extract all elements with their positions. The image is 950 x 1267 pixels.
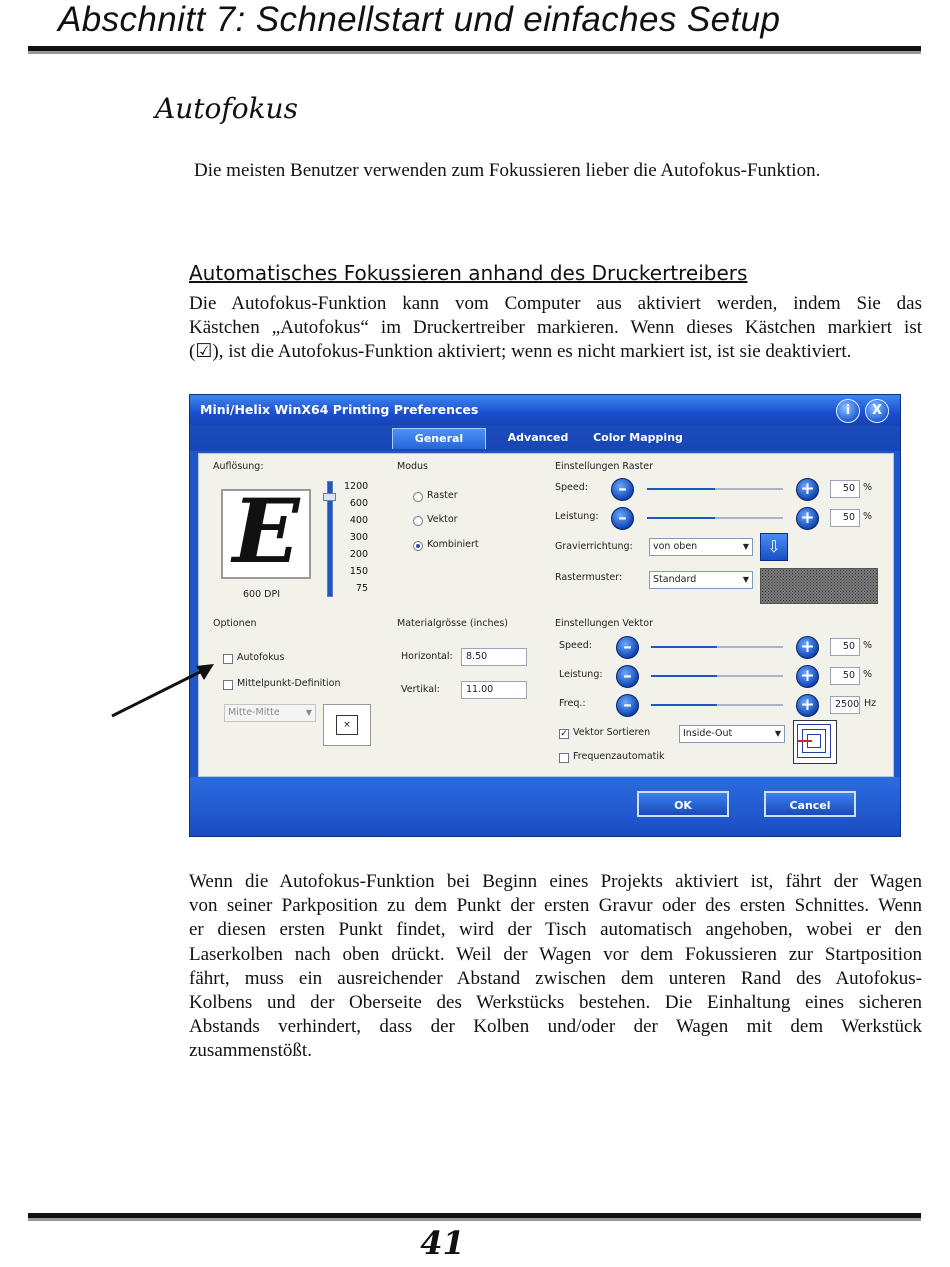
raster-power-label: Leistung: [555, 511, 599, 522]
inside-out-icon [793, 720, 837, 764]
freq-label: Freq.: [559, 698, 586, 709]
paragraph-2 [189, 870, 922, 1064]
preview-letter: E [232, 479, 300, 583]
autofocus-checkbox[interactable] [223, 654, 233, 664]
center-definition-label: Mittelpunkt-Definition [237, 678, 341, 689]
radio-raster-label: Raster [427, 490, 458, 501]
freq-input[interactable]: 2500 [830, 696, 860, 714]
direction-select[interactable] [649, 538, 753, 556]
cancel-button[interactable]: Cancel [764, 791, 856, 817]
subsection-title: Automatisches Fokussieren anhand des Druckertreibers [189, 261, 748, 285]
paragraph-1 [189, 292, 922, 365]
tab-color-mapping[interactable]: Color Mapping [593, 431, 683, 444]
printing-preferences-dialog [189, 394, 901, 837]
dpi-value: 1200 [344, 481, 369, 492]
vektor-speed-slider[interactable] [651, 646, 783, 648]
paragraph-line: von seiner Parkposition zu dem Punkt der ersten Gravur oder des ersten Schnittes. Wenn [189, 895, 922, 917]
footer-rule-shadow [28, 1218, 921, 1221]
pattern-label: Rastermuster: [555, 572, 623, 583]
radio-kombiniert-label: Kombiniert [427, 539, 479, 550]
chevron-down-icon: ▼ [742, 575, 749, 584]
center-select-value: Mitte-Mitte [228, 707, 280, 718]
material-label: Materialgrösse (inches) [397, 618, 509, 629]
horizontal-label: Horizontal: [401, 651, 453, 662]
help-icon[interactable]: i [836, 399, 860, 423]
raster-speed-plus-button[interactable]: + [796, 478, 819, 501]
paragraph-line: fährt, muss ein ausreichender Abstand zwischen dem unteren Rand des Autofokus- [189, 967, 922, 989]
radio-vektor-label: Vektor [427, 514, 458, 525]
aufloesung-label: Auflösung: [213, 461, 264, 472]
tab-bar [190, 425, 900, 451]
raster-speed-unit: % [863, 482, 873, 493]
paragraph-line: er diesen ersten Punkt findet, wird der Tisch automatisch angehoben, wobei er den [189, 919, 922, 941]
vektor-speed-input[interactable]: 50 [830, 638, 860, 656]
raster-speed-input[interactable]: 50 [830, 480, 860, 498]
raster-power-slider[interactable] [647, 517, 783, 519]
vektor-power-minus-button[interactable]: – [616, 665, 639, 688]
vektor-power-unit: % [863, 669, 873, 680]
dpi-value: 400 [349, 515, 368, 526]
optionen-label: Optionen [213, 618, 257, 629]
close-icon[interactable]: X [865, 399, 889, 423]
intro-text: Die meisten Benutzer verwenden zum Fokussieren lieber die Autofokus-Funktion. [194, 160, 821, 181]
freq-plus-button[interactable]: + [796, 694, 819, 717]
paragraph-line: Die Autofokus-Funktion kann vom Computer aus aktiviert werden, indem Sie das [189, 293, 922, 314]
paragraph-line: Abstands verhindert, dass der Kolben und/oder der Wagen mit dem Werkstück [189, 1016, 922, 1038]
freq-minus-button[interactable]: – [616, 694, 639, 717]
direction-arrow-icon[interactable]: ⇩ [760, 533, 788, 561]
raster-speed-minus-button[interactable]: – [611, 478, 634, 501]
vektor-sort-select[interactable] [679, 725, 785, 743]
header-rule-shadow [28, 51, 921, 54]
radio-raster[interactable] [413, 492, 423, 502]
dpi-value: 200 [349, 549, 368, 560]
dpi-value: 600 [349, 498, 368, 509]
dpi-value: 75 [355, 583, 368, 594]
center-marker-icon: × [336, 715, 358, 735]
vektor-power-plus-button[interactable]: + [796, 665, 819, 688]
raster-power-unit: % [863, 511, 873, 522]
chapter-header: Abschnitt 7: Schnellstart und einfaches Setup [58, 0, 781, 39]
paragraph-line: Laserkolben nach oben drückt. Weil der Wagen vor dem Fokussieren zur Startposition [189, 943, 922, 965]
paragraph-line: Wenn die Autofokus-Funktion bei Beginn eines Projekts aktiviert ist, fährt der Wagen [189, 871, 922, 892]
auto-freq-checkbox[interactable] [559, 753, 569, 763]
chevron-down-icon: ▼ [742, 542, 749, 551]
pattern-preview [760, 568, 878, 604]
paragraph-line: zusammenstößt. [189, 1040, 312, 1062]
general-panel [198, 453, 894, 777]
tab-advanced[interactable]: Advanced [507, 431, 569, 444]
autofocus-label: Autofokus [237, 652, 285, 663]
raster-power-minus-button[interactable]: – [611, 507, 634, 530]
resolution-slider-thumb[interactable] [323, 493, 336, 501]
paragraph-line: Kästchen „Autofokus“ im Druckertreiber markieren. Wenn dieses Kästchen markiert ist [189, 317, 922, 339]
direction-label: Gravierrichtung: [555, 541, 633, 552]
vektor-speed-label: Speed: [559, 640, 592, 651]
chevron-down-icon: ▼ [774, 729, 781, 738]
tab-general[interactable]: General [392, 428, 486, 449]
center-definition-checkbox[interactable] [223, 680, 233, 690]
raster-power-input[interactable]: 50 [830, 509, 860, 527]
vektor-label: Einstellungen Vektor [555, 618, 653, 629]
modus-label: Modus [397, 461, 429, 472]
pattern-value: Standard [653, 574, 697, 585]
dialog-title: Mini/Helix WinX64 Printing Preferences [200, 402, 479, 417]
vektor-speed-minus-button[interactable]: – [616, 636, 639, 659]
vertical-label: Vertikal: [401, 684, 440, 695]
dpi-value: 300 [349, 532, 368, 543]
vektor-speed-plus-button[interactable]: + [796, 636, 819, 659]
resolution-preview [221, 479, 311, 583]
pointer-arrow [108, 660, 218, 722]
raster-speed-slider[interactable] [647, 488, 783, 490]
raster-label: Einstellungen Raster [555, 461, 654, 472]
section-title: Autofokus [155, 92, 298, 125]
dialog-button-bar [190, 777, 900, 836]
raster-speed-label: Speed: [555, 482, 588, 493]
radio-kombiniert[interactable] [413, 541, 423, 551]
paragraph-line: Kolbens und der Oberseite des Werkstücks bestehen. Die Einhaltung eines sicheren [189, 992, 922, 1014]
freq-unit: Hz [864, 698, 877, 709]
vektor-sort-value: Inside-Out [683, 728, 733, 739]
vertical-input[interactable]: 11.00 [461, 681, 527, 699]
raster-power-plus-button[interactable]: + [796, 507, 819, 530]
center-position-widget[interactable] [323, 704, 371, 746]
dialog-titlebar [190, 395, 900, 425]
ok-button[interactable]: OK [637, 791, 729, 817]
vektor-speed-unit: % [863, 640, 873, 651]
horizontal-input[interactable]: 8.50 [461, 648, 527, 666]
freq-slider[interactable] [651, 704, 783, 706]
paragraph-line: (☑), ist die Autofokus-Funktion aktiviert; wenn es nicht markiert ist, ist sie deaktiviert. [189, 341, 852, 363]
vektor-power-input[interactable]: 50 [830, 667, 860, 685]
vektor-power-slider[interactable] [651, 675, 783, 677]
auto-freq-label: Frequenzautomatik [573, 751, 665, 762]
dpi-value: 150 [349, 566, 368, 577]
pattern-select[interactable] [649, 571, 753, 589]
radio-vektor[interactable] [413, 516, 423, 526]
chevron-down-icon: ▼ [305, 708, 312, 717]
center-select[interactable] [224, 704, 316, 722]
vektor-power-label: Leistung: [559, 669, 603, 680]
vektor-sort-checkbox[interactable]: ✓ [560, 729, 568, 739]
dpi-readout: 600 DPI [243, 589, 280, 600]
direction-value: von oben [653, 541, 698, 552]
page-number: 41 [420, 1224, 465, 1262]
vektor-sort-label: Vektor Sortieren [573, 727, 651, 738]
